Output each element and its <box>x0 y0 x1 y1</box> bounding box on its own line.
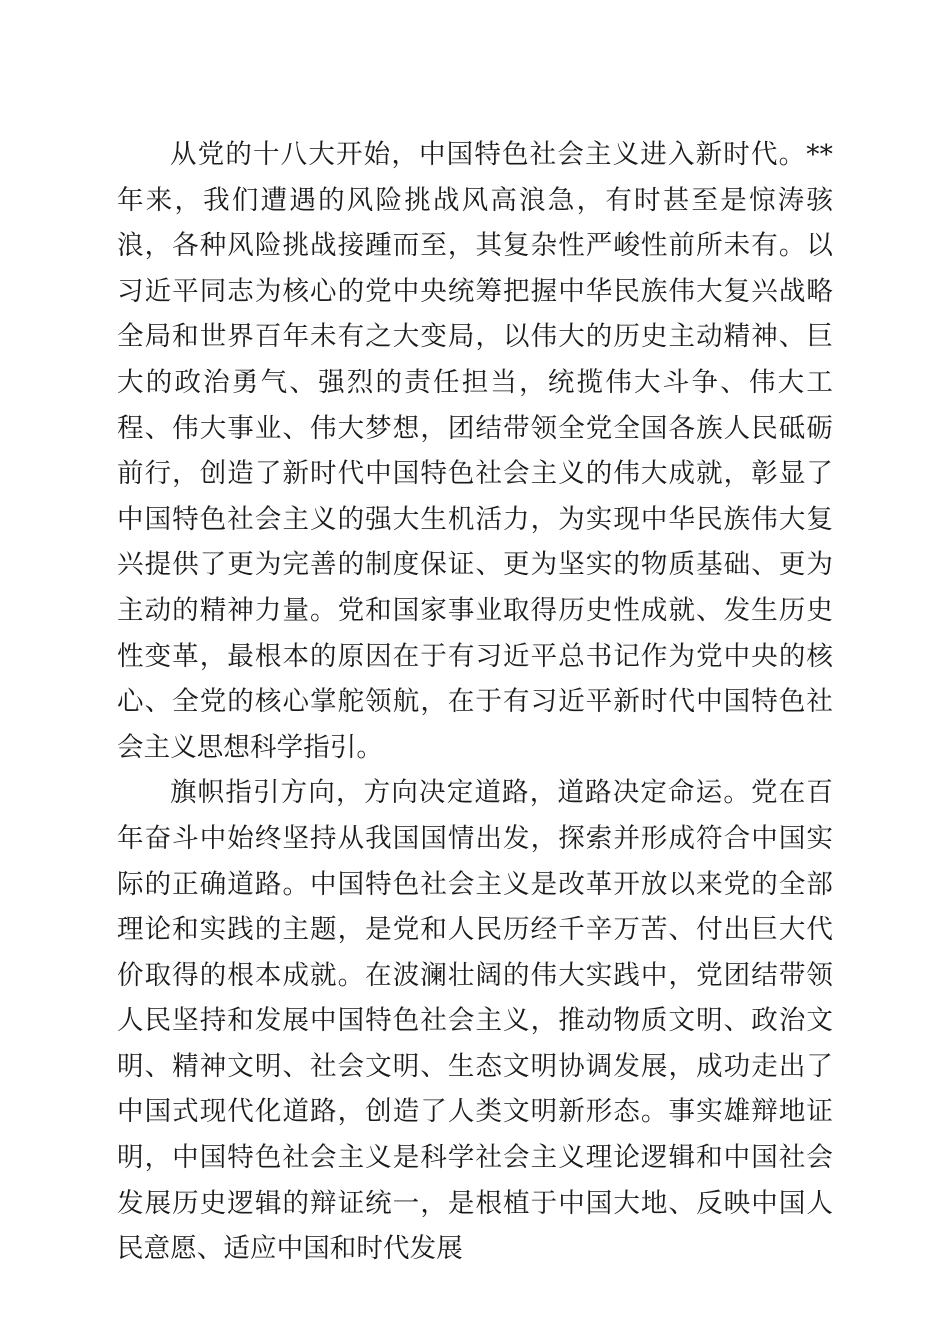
body-text <box>117 132 833 1272</box>
paragraph-1: 从党的十八大开始，中国特色社会主义进入新时代。**年来，我们遭遇的风险挑战风高浪急，有时甚至是惊涛骇浪，各种风险挑战接踵而至，其复杂性严峻性前所未有。以习近平同志为核心的党中央统筹把握中华民族伟大复兴战略全局和世界百年未有之大变局，以伟大的历史主动精神、巨大的政治勇气、强烈的责任担当，统揽伟大斗争、伟大工程、伟大事业、伟大梦想，团结带领全党全国各族人民砥砺前行，创造了新时代中国特色社会主义的伟大成就，彰显了中国特色社会主义的强大生机活力，为实现中华民族伟大复兴提供了更为完善的制度保证、更为坚实的物质基础、更为主动的精神力量。党和国家事业取得历史性成就、发生历史性变革，最根本的原因在于有习近平总书记作为党中央的核心、全党的核心掌舵领航，在于有习近平新时代中国特色社会主义思想科学指引。 <box>117 139 833 763</box>
paragraph-2: 旗帜指引方向，方向决定道路，道路决定命运。党在百年奋斗中始终坚持从我国国情出发，探索并形成符合中国实际的正确道路。中国特色社会主义是改革开放以来党的全部理论和实践的主题，是党和人民历经千辛万苦、付出巨大代价取得的根本成就。在波澜壮阔的伟大实践中，党团结带领人民坚持和发展中国特色社会主义，推动物质文明、政治文明、精神文明、社会文明、生态文明协调发展，成功走出了中国式现代化道路，创造了人类文明新形态。事实雄辩地证明，中国特色社会主义是科学社会主义理论逻辑和中国社会发展历史逻辑的辩证统一，是根植于中国大地、反映中国人民意愿、适应中国和时代发展 <box>117 777 833 1265</box>
